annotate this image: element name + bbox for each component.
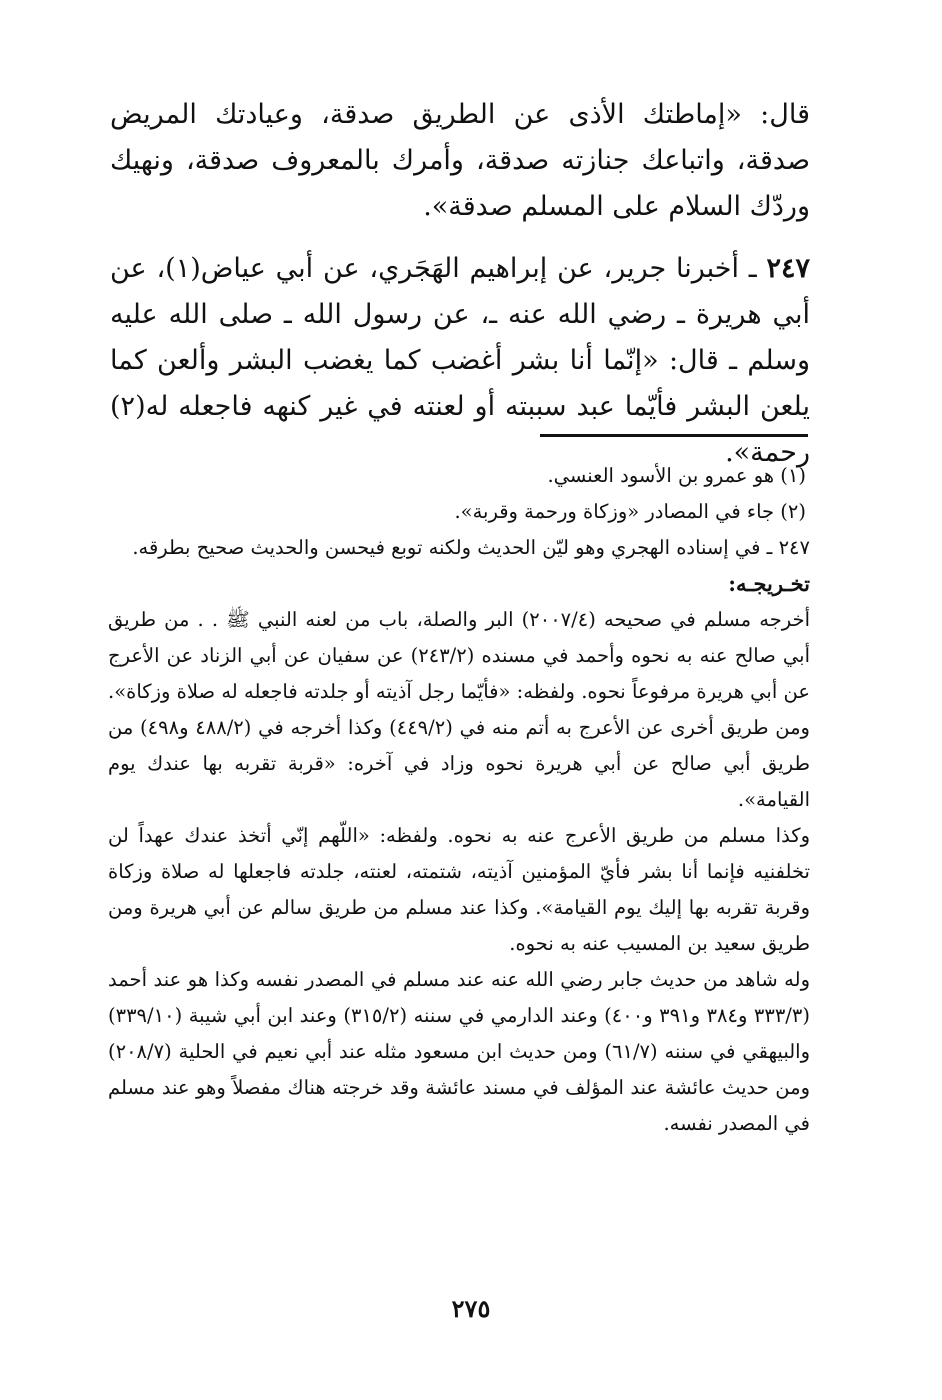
paragraph-2 bbox=[110, 246, 810, 476]
hadith-247 bbox=[110, 246, 810, 476]
hadith-number: ٢٤٧ bbox=[766, 253, 810, 284]
commentary-paragraph-3: وله شاهد من حديث جابر رضي الله عنه عند مسلم في المصدر نفسه وكذا هو عند أحمد (٣٣٣/٣ و٣٨٤ و٣٩١ و٤٠٠) وعند الدارمي في سننه (٣١٥/٢) وعند ابن أبي شيبة (٣٣٩/١٠) والبيهقي في سننه (٦١/٧) ومن حديث ابن مسعود مثله عند أبي نعيم في الحلية (٢٠٨/٧) ومن حديث عائشة عند المؤلف في مسند عائشة وقد خرجته هناك مفصلاً وهو عند مسلم في المصدر نفسه. bbox=[108, 968, 810, 1135]
commentary-paragraph-2: وكذا مسلم من طريق الأعرج عنه به نحوه. ولفظه: «اللّهم إنّي أتخذ عندك عهداً لن تخلفنيه فإنما أنا بشر فأيّ المؤمنين آذيته، شتمته، لعنته، جلدته فاجعلها له صلاة وزكاة وقربة تقربه بها إليك يوم القيامة». وكذا عند مسلم من طريق سالم عن أبي هريرة ومن طريق سعيد بن المسيب عنه به نحوه. bbox=[108, 824, 810, 955]
commentary-paragraph-1: أخرجه مسلم في صحيحه (٢٠٠٧/٤) البر والصلة، باب من لعنه النبي ﷺ . . من طريق أبي صالح عنه به نحوه وأحمد في مسنده (٢٤٣/٢) عن سفيان عن أبي الزناد عن الأعرج عن أبي هريرة مرفوعاً نحوه. ولفظه: «فأيّما رجل آذيته أو جلدته فاجعله له صلاة وزكاة». ومن طريق أخرى عن الأعرج به أتم منه في (٤٤٩/٢) وكذا أخرجه في (٤٨٨/٢ و٤٩٨) من طريق أبي صالح عن أبي هريرة نحوه وزاد في آخره: «قربة تقربه بها عندك يوم القيامة». bbox=[108, 608, 810, 811]
commentary-intro: ٢٤٧ ـ في إسناده الهجري وهو ليّن الحديث ولكنه توبع فيحسن والحديث صحيح بطرقه. bbox=[132, 536, 810, 559]
paragraph-1: قال: «إماطتك الأذى عن الطريق صدقة، وعيادتك المريض صدقة، واتباعك جنازته صدقة، وأمرك بالمعروف صدقة، ونهيك وردّك السلام على المسلم صدقة». bbox=[110, 99, 810, 222]
footnote-1: (١) هو عمرو بن الأسود العنسي. bbox=[547, 464, 806, 487]
takhrij-heading: تخـريجـه: bbox=[728, 571, 810, 596]
page-number: ٢٧٥ bbox=[451, 1294, 491, 1323]
hadith-text: ـ أخبرنا جرير، عن إبراهيم الهَجَري، عن أبي عياض(١)، عن أبي هريرة ـ رضي الله عنه ـ، عن رسول الله ـ صلى الله عليه وسلم ـ قال: «إنّما أنا بشر أغضب كما يغضب البشر وألعن كما يلعن البشر فأيّما عبد سببته أو لعنته في غير كنهه فاجعله له(٢) رحمة». bbox=[110, 253, 810, 468]
footnote-2: (٢) جاء في المصادر «وزكاة ورحمة وقربة». bbox=[454, 500, 806, 523]
footnote-separator bbox=[540, 434, 808, 437]
hadith-text-continuation bbox=[110, 92, 810, 230]
footnotes-section bbox=[108, 458, 810, 1142]
